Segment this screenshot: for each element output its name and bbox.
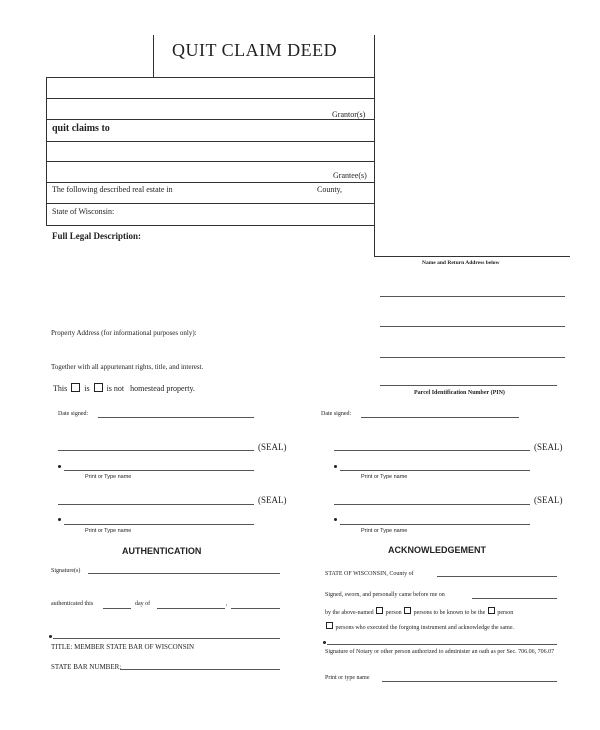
- seal-label-left-2: (SEAL): [258, 495, 287, 505]
- print-name-line-left-2[interactable]: [64, 524, 254, 525]
- is-not-label: is not: [106, 384, 125, 393]
- authenticated-month-field[interactable]: [157, 608, 225, 609]
- state-label: State of Wisconsin:: [52, 207, 115, 216]
- signed-date-field[interactable]: [472, 598, 557, 599]
- quit-claims-to-label: quit claims to: [52, 123, 110, 134]
- signatures-label: Signature(s): [51, 568, 81, 574]
- seal-label-right-1: (SEAL): [534, 442, 563, 452]
- authenticator-signature-line[interactable]: [53, 638, 280, 639]
- print-name-label-right-1: Print or Type name: [361, 474, 408, 480]
- signature-line-right-1[interactable]: [334, 450, 530, 451]
- state-bar-number-label: STATE BAR NUMBER:: [51, 663, 122, 671]
- together-text: Together with all appurtenant rights, title, and interest.: [51, 363, 204, 371]
- date-signed-label-right: Date signed:: [321, 411, 352, 417]
- pin-line[interactable]: [380, 385, 557, 386]
- persons-executed-checkbox[interactable]: [326, 622, 333, 629]
- multiple-persons-checkbox[interactable]: [404, 607, 411, 614]
- authentication-heading: AUTHENTICATION: [122, 546, 202, 556]
- print-name-label-left-2: Print or Type name: [85, 528, 132, 534]
- county-label: County,: [317, 185, 343, 194]
- grantee-label: Grantee(s): [333, 171, 367, 180]
- print-name-line-right-2[interactable]: [340, 524, 530, 525]
- signature-line-left-2[interactable]: [58, 504, 254, 505]
- this-label: This: [53, 384, 68, 393]
- day-of-label: day of: [135, 601, 151, 607]
- print-name-label-right-2: Print or Type name: [361, 528, 408, 534]
- return-address-line-3[interactable]: [380, 357, 565, 358]
- persons-executed-label: persons who executed the forgoing instrument and acknowledge the same.: [335, 625, 515, 631]
- return-address-label: Name and Return Address below: [422, 260, 500, 266]
- is-checkbox[interactable]: [71, 383, 80, 392]
- print-name-line-right-1[interactable]: [340, 470, 530, 471]
- pin-label: Parcel Identification Number (PIN): [414, 390, 505, 396]
- by-above-named-label: by the above-named: [325, 610, 374, 616]
- seal-label-right-2: (SEAL): [534, 495, 563, 505]
- date-signed-field-right[interactable]: [361, 417, 519, 418]
- is-not-checkbox[interactable]: [94, 383, 103, 392]
- county-field[interactable]: [437, 576, 557, 577]
- persons-executed-row: [325, 622, 514, 631]
- authenticated-this-label: authenticated this: [51, 601, 94, 607]
- full-legal-description-label: Full Legal Description:: [52, 231, 141, 241]
- is-label: is: [84, 384, 90, 393]
- single-person-checkbox[interactable]: [376, 607, 383, 614]
- print-name-label-left-1: Print or Type name: [85, 474, 132, 480]
- person-label: person: [385, 610, 402, 616]
- date-signed-label-left: Date signed:: [58, 411, 89, 417]
- property-address-label: Property Address (for informational purposes only):: [51, 329, 197, 337]
- homestead-row: [53, 383, 195, 393]
- print-name-line-left-1[interactable]: [64, 470, 254, 471]
- signature-line-right-2[interactable]: [334, 504, 530, 505]
- return-address-line-1[interactable]: [380, 296, 565, 297]
- authenticated-day-field[interactable]: [103, 608, 131, 609]
- title-label: TITLE: MEMBER STATE BAR OF WISCONSIN: [51, 643, 195, 651]
- real-estate-label: The following described real estate in: [52, 185, 173, 194]
- grantor-label: Grantor(s): [332, 110, 366, 119]
- by-above-named-row: [325, 607, 513, 616]
- notary-signature-label: Signature of Notary or other person authorized to administer an oath as per Sec. 706.06, 706.07: [325, 649, 555, 655]
- person-end-checkbox[interactable]: [488, 607, 495, 614]
- print-type-name-field[interactable]: [382, 681, 557, 682]
- person-end-label: person: [497, 610, 514, 616]
- seal-label-left-1: (SEAL): [258, 442, 287, 452]
- notary-signature-line[interactable]: [327, 644, 557, 645]
- persons-known-label: persons to be known to be the: [413, 610, 486, 616]
- state-county-label: STATE OF WISCONSIN, County of: [325, 571, 414, 577]
- page-title: QUIT CLAIM DEED: [172, 40, 338, 60]
- comma-separator: ,: [226, 601, 228, 607]
- homestead-label: homestead property.: [130, 384, 195, 393]
- signatures-field[interactable]: [88, 573, 280, 574]
- state-bar-number-field[interactable]: [120, 669, 280, 670]
- print-type-name-label: Print or type name: [325, 675, 370, 681]
- date-signed-field-left[interactable]: [98, 417, 254, 418]
- acknowledgement-heading: ACKNOWLEDGEMENT: [388, 545, 486, 555]
- signed-sworn-label: Signed, sworn, and personally came before me on: [325, 592, 445, 598]
- authenticated-year-field[interactable]: [231, 608, 280, 609]
- signature-line-left-1[interactable]: [58, 450, 254, 451]
- return-address-line-2[interactable]: [380, 326, 565, 327]
